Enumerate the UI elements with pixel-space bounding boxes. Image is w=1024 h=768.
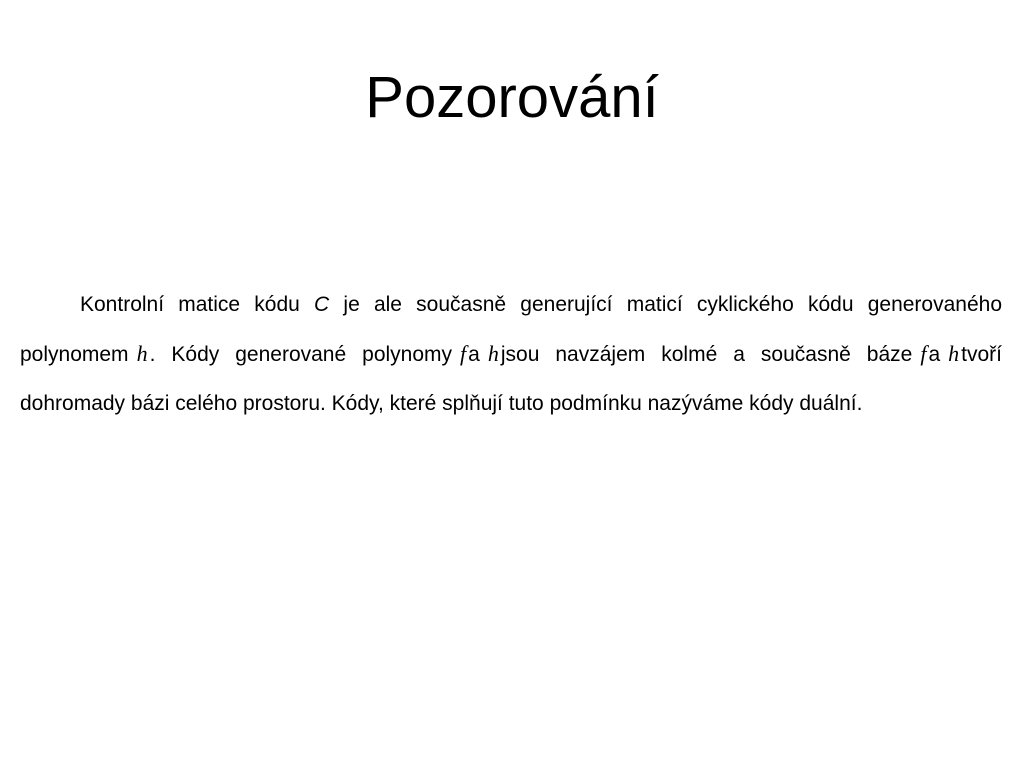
text-segment: a xyxy=(468,343,480,366)
text-segment: tvoří dohromady bázi celého prostoru. Kódy, které splňují tuto podmínku nazýváme kódy duální. xyxy=(20,343,1002,415)
text-segment: Kontrolní matice kódu xyxy=(80,293,300,316)
code-variable: C xyxy=(314,293,330,316)
text-segment: a xyxy=(928,343,941,366)
math-var-f: f xyxy=(460,341,467,366)
text-segment: je ale současně generující maticí cyklického kódu generovaného polynomem xyxy=(20,293,1002,366)
text-segment: . Kódy generované polynomy xyxy=(149,343,453,366)
body-paragraph xyxy=(20,280,1002,428)
math-var-h: h xyxy=(136,341,148,366)
math-var-h: h xyxy=(487,341,499,366)
text-segment: jsou navzájem kolmé a současně báze xyxy=(500,343,913,366)
math-var-f: f xyxy=(920,341,927,366)
slide-title: Pozorování xyxy=(365,65,659,130)
math-var-h: h xyxy=(948,341,960,366)
